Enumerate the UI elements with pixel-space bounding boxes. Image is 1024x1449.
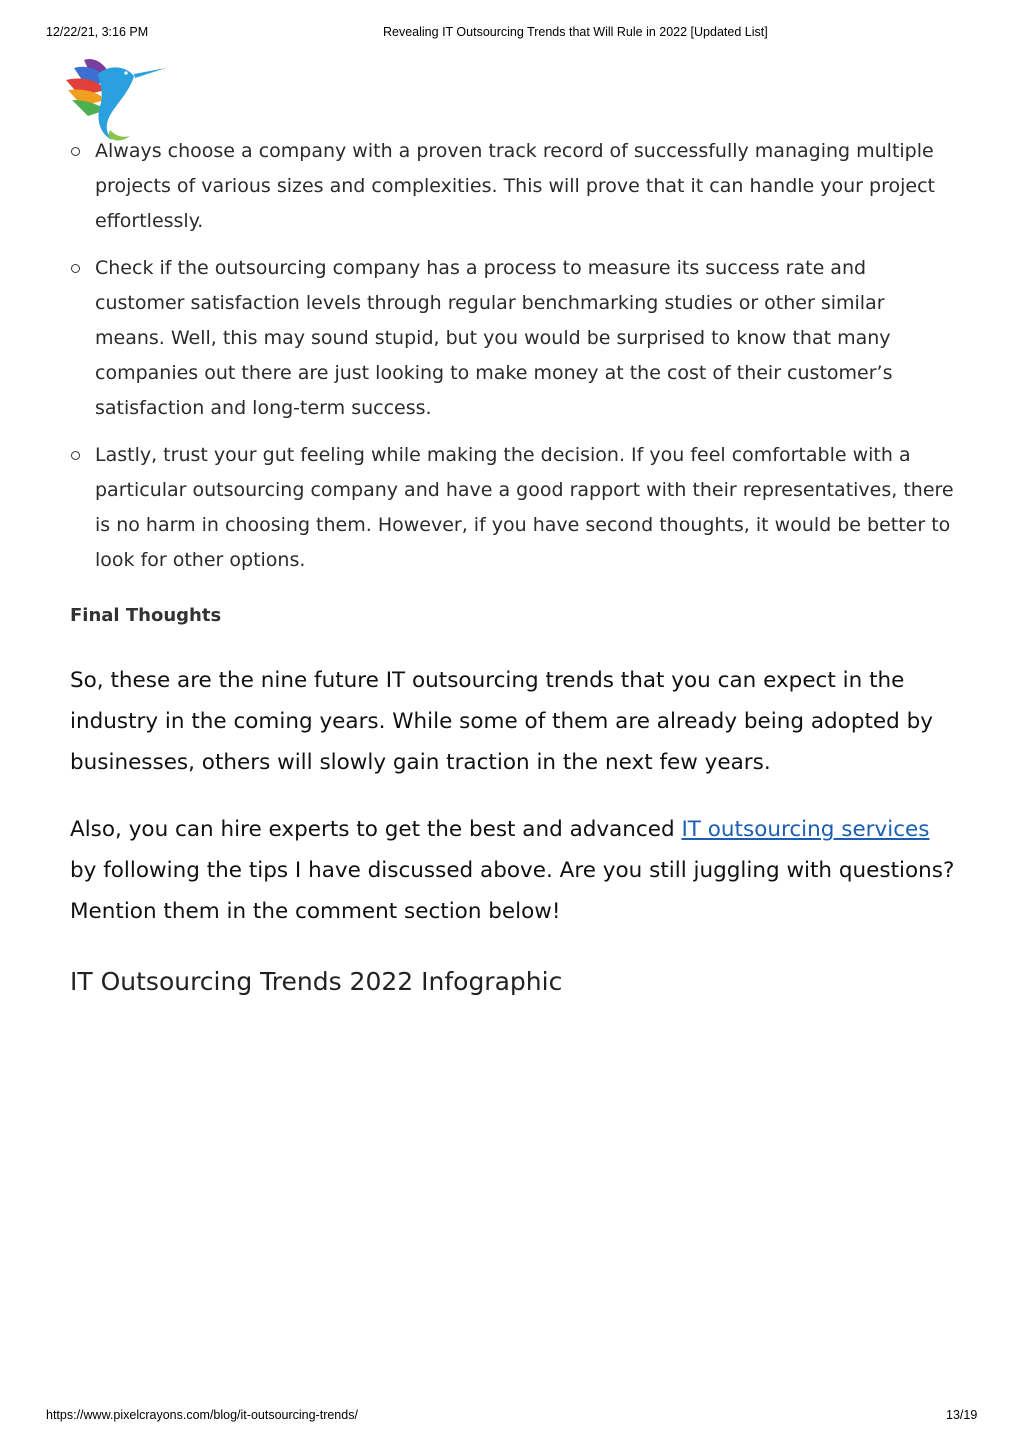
conclusion-paragraph: So, these are the nine future IT outsourcing trends that you can expect in the industry in the coming years. While some of them are already being adopted by businesses, others will slowly gain traction in the next few years.: [70, 668, 933, 775]
list-item: [70, 251, 960, 426]
print-datetime: 12/22/21, 3:16 PM: [46, 25, 149, 39]
it-outsourcing-services-link[interactable]: IT outsourcing services: [681, 817, 930, 842]
list-item: [70, 438, 960, 578]
page-number: 13/19: [946, 1408, 978, 1422]
print-page-title: Revealing IT Outsourcing Trends that Will Rule in 2022 [Updated List]: [383, 25, 768, 39]
circle-bullet-icon: [71, 264, 80, 273]
hire-experts-paragraph: [70, 809, 960, 932]
article-content: [70, 134, 960, 998]
print-url: https://www.pixelcrayons.com/blog/it-outsourcing-trends/: [46, 1408, 358, 1422]
tips-list: [70, 134, 960, 578]
final-thoughts-heading: Final Thoughts: [70, 605, 222, 626]
circle-bullet-icon: [71, 451, 80, 460]
list-item-text: Always choose a company with a proven track record of successfully managing multiple projects of various sizes and complexities. This will prove that it can handle your project effortlessly.: [95, 140, 935, 232]
list-item-text: Lastly, trust your gut feeling while making the decision. If you feel comfortable with a particular outsourcing company and have a good rapport with their representatives, there is no harm in choosing them. However, if you have second thoughts, it would be better to look for other options.: [95, 444, 954, 571]
paragraph-text: by following the tips I have discussed above. Are you still juggling with questions? Mention them in the comment section below!: [70, 858, 955, 924]
paragraph-text: Also, you can hire experts to get the best and advanced: [70, 817, 682, 842]
list-item-text: Check if the outsourcing company has a process to measure its success rate and customer satisfaction levels through regular benchmarking studies or other similar means. Well, this may sound stupid, but you would be surprised to know that many companies out there are just looking to make money at the cost of their customer’s satisfaction and long-term success.: [95, 257, 893, 419]
circle-bullet-icon: [71, 147, 80, 156]
hummingbird-logo-icon[interactable]: [64, 56, 168, 142]
infographic-heading: IT Outsourcing Trends 2022 Infographic: [70, 967, 563, 996]
list-item: [70, 134, 960, 239]
